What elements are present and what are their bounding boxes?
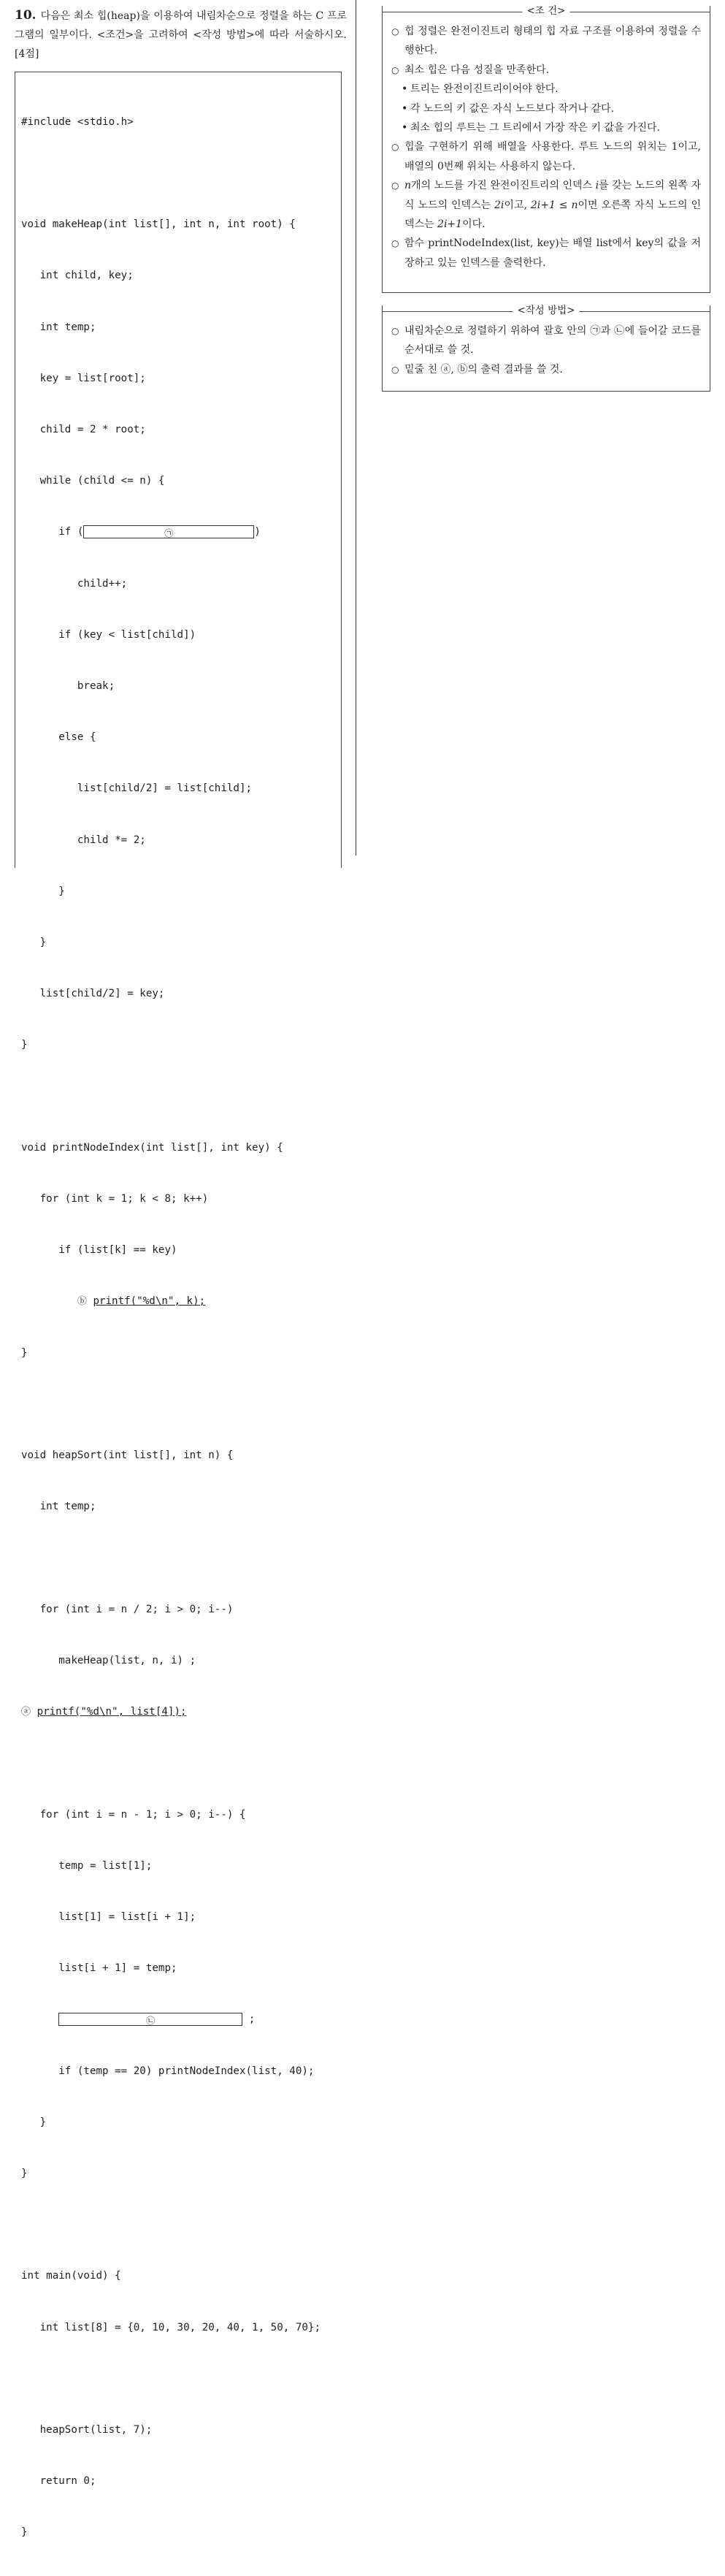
code-line: while (child <= n) {: [21, 475, 165, 487]
code-line: int child, key;: [21, 270, 134, 282]
code-line: [21, 1396, 321, 1413]
method-item: ○ 내림차순으로 정렬하기 위하여 괄호 안의 ㉠과 ㉡에 들어갈 코드를 순서대로 쓸 것.: [391, 321, 701, 360]
blank-1-marker: ㉠: [164, 528, 174, 539]
code-line: }: [21, 2167, 28, 2179]
code-line: if (temp == 20) printNodeIndex(list, 40);: [21, 2065, 315, 2077]
mark-a: ⓐ: [21, 1707, 31, 1718]
code-line: makeHeap(list, n, i) ;: [21, 1654, 196, 1666]
mark-b: ⓑ: [77, 1296, 87, 1308]
conditions-body: [383, 18, 710, 278]
code-line: child *= 2;: [21, 834, 146, 846]
code-line: child++;: [21, 577, 128, 590]
code-line: list[child/2] = key;: [21, 988, 165, 1000]
answer-blank-1: [83, 525, 254, 538]
code-line: }: [21, 937, 47, 949]
code-line: if (key < list[child]): [21, 628, 196, 641]
answer-blank-2: [58, 2013, 242, 2026]
code-line-marked-b: [21, 1293, 321, 1310]
code-box: [15, 72, 342, 2539]
question-prompt: [15, 6, 347, 64]
code-line: int list[8] = {0, 10, 30, 20, 40, 1, 50, 70};: [21, 2321, 321, 2333]
condition-subitem: • 최소 힙의 루트는 그 트리에서 가장 작은 키 값을 가진다.: [391, 118, 701, 137]
condition-item: ○ 힙을 구현하기 위해 배열을 사용한다. 루트 노드의 위치는 1이고, 배열의 0번째 위치는 사용하지 않는다.: [391, 137, 701, 176]
code-line: if (list[k] == key): [21, 1244, 177, 1257]
code-line: for (int i = n / 2; i > 0; i--): [21, 1603, 234, 1615]
code-line: [21, 2217, 321, 2233]
condition-subitem: • 트리는 완전이진트리이어야 한다.: [391, 80, 701, 99]
code-line-blank-1: if ( ㉠ ): [21, 524, 321, 541]
code-line: else {: [21, 731, 96, 744]
code-line: }: [21, 2526, 28, 2539]
code-line: [21, 1089, 321, 1105]
code-line: [21, 1550, 321, 1567]
code-line: return 0;: [21, 2475, 96, 2488]
code-line: list[child/2] = list[child];: [21, 782, 253, 795]
code-line: int temp;: [21, 321, 96, 333]
code-line: [21, 2371, 321, 2388]
code-line: for (int k = 1; k < 8; k++): [21, 1193, 209, 1205]
conditions-title: <조 건>: [523, 4, 570, 18]
question-text: 다음은 최소 힙(heap)을 이용하여 내림차순으로 정렬을 하는 C 프로그램의 일부이다. <조건>을 고려하여 <작성 방법>에 따라 서술하시오. [4점]: [15, 10, 347, 60]
method-box: [382, 305, 710, 392]
method-body: [383, 317, 710, 385]
condition-item-index-rule: ○ n개의 노드를 가진 완전이진트리의 인덱스 i를 갖는 노드의 왼쪽 자식 노드의 인덱스는 2i이고, 2i+1 ≤ n이면 오른쪽 자식 노드의 인덱스는 2i+1이다.: [391, 176, 701, 234]
condition-item: ○ 최소 힙은 다음 성질을 만족한다.: [391, 61, 701, 80]
code-line: for (int i = n - 1; i > 0; i--) {: [21, 1808, 246, 1821]
code-line-marked-a: [21, 1704, 321, 1720]
code-line: }: [21, 1039, 28, 1051]
code-listing: [21, 80, 321, 2576]
code-line: }: [21, 1346, 28, 1359]
code-line: int main(void) {: [21, 2270, 121, 2282]
code-line: }: [21, 885, 65, 897]
code-line: temp = list[1];: [21, 1859, 153, 1872]
conditions-header: [383, 6, 710, 18]
question-number: 10.: [15, 8, 37, 23]
code-line: int temp;: [21, 1501, 96, 1513]
printf-b: printf("%d\n", k);: [93, 1295, 206, 1308]
condition-item: ○ 함수 printNodeIndex(list, key)는 배열 list에서 key의 값을 저장하고 있는 인덱스를 출력한다.: [391, 234, 701, 273]
code-line: }: [21, 2116, 47, 2128]
printf-a: printf("%d\n", list[4]);: [37, 1706, 187, 1718]
condition-item: ○ 힙 정렬은 완전이진트리 형태의 힙 자료 구조를 이용하여 정렬을 수행한다.: [391, 22, 701, 61]
blank-2-marker: ㉡: [146, 2016, 156, 2027]
method-item: ○ 밑줄 친 ⓐ, ⓑ의 출력 결과를 쓸 것.: [391, 360, 701, 379]
code-line: [21, 165, 321, 182]
condition-subitem: • 각 노드의 키 값은 자식 노드보다 작거나 같다.: [391, 99, 701, 118]
code-line: break;: [21, 680, 115, 693]
code-line: void heapSort(int list[], int n) {: [21, 1449, 234, 1462]
code-line: heapSort(list, 7);: [21, 2423, 153, 2436]
code-line: void printNodeIndex(int list[], int key) {: [21, 1141, 283, 1154]
code-line: child = 2 * root;: [21, 424, 146, 436]
code-line: #include <stdio.h>: [21, 115, 134, 128]
conditions-box: [382, 6, 710, 293]
method-title: <작성 방법>: [513, 304, 579, 317]
code-line: void makeHeap(int list[], int n, int root) {: [21, 218, 296, 231]
code-line-blank-2: ㉡ ;: [21, 2011, 321, 2028]
method-header: [383, 305, 710, 317]
code-line: [21, 1755, 321, 1772]
code-line: list[i + 1] = temp;: [21, 1962, 177, 1975]
code-line: key = list[root];: [21, 372, 146, 384]
code-line: list[1] = list[i + 1];: [21, 1910, 196, 1923]
